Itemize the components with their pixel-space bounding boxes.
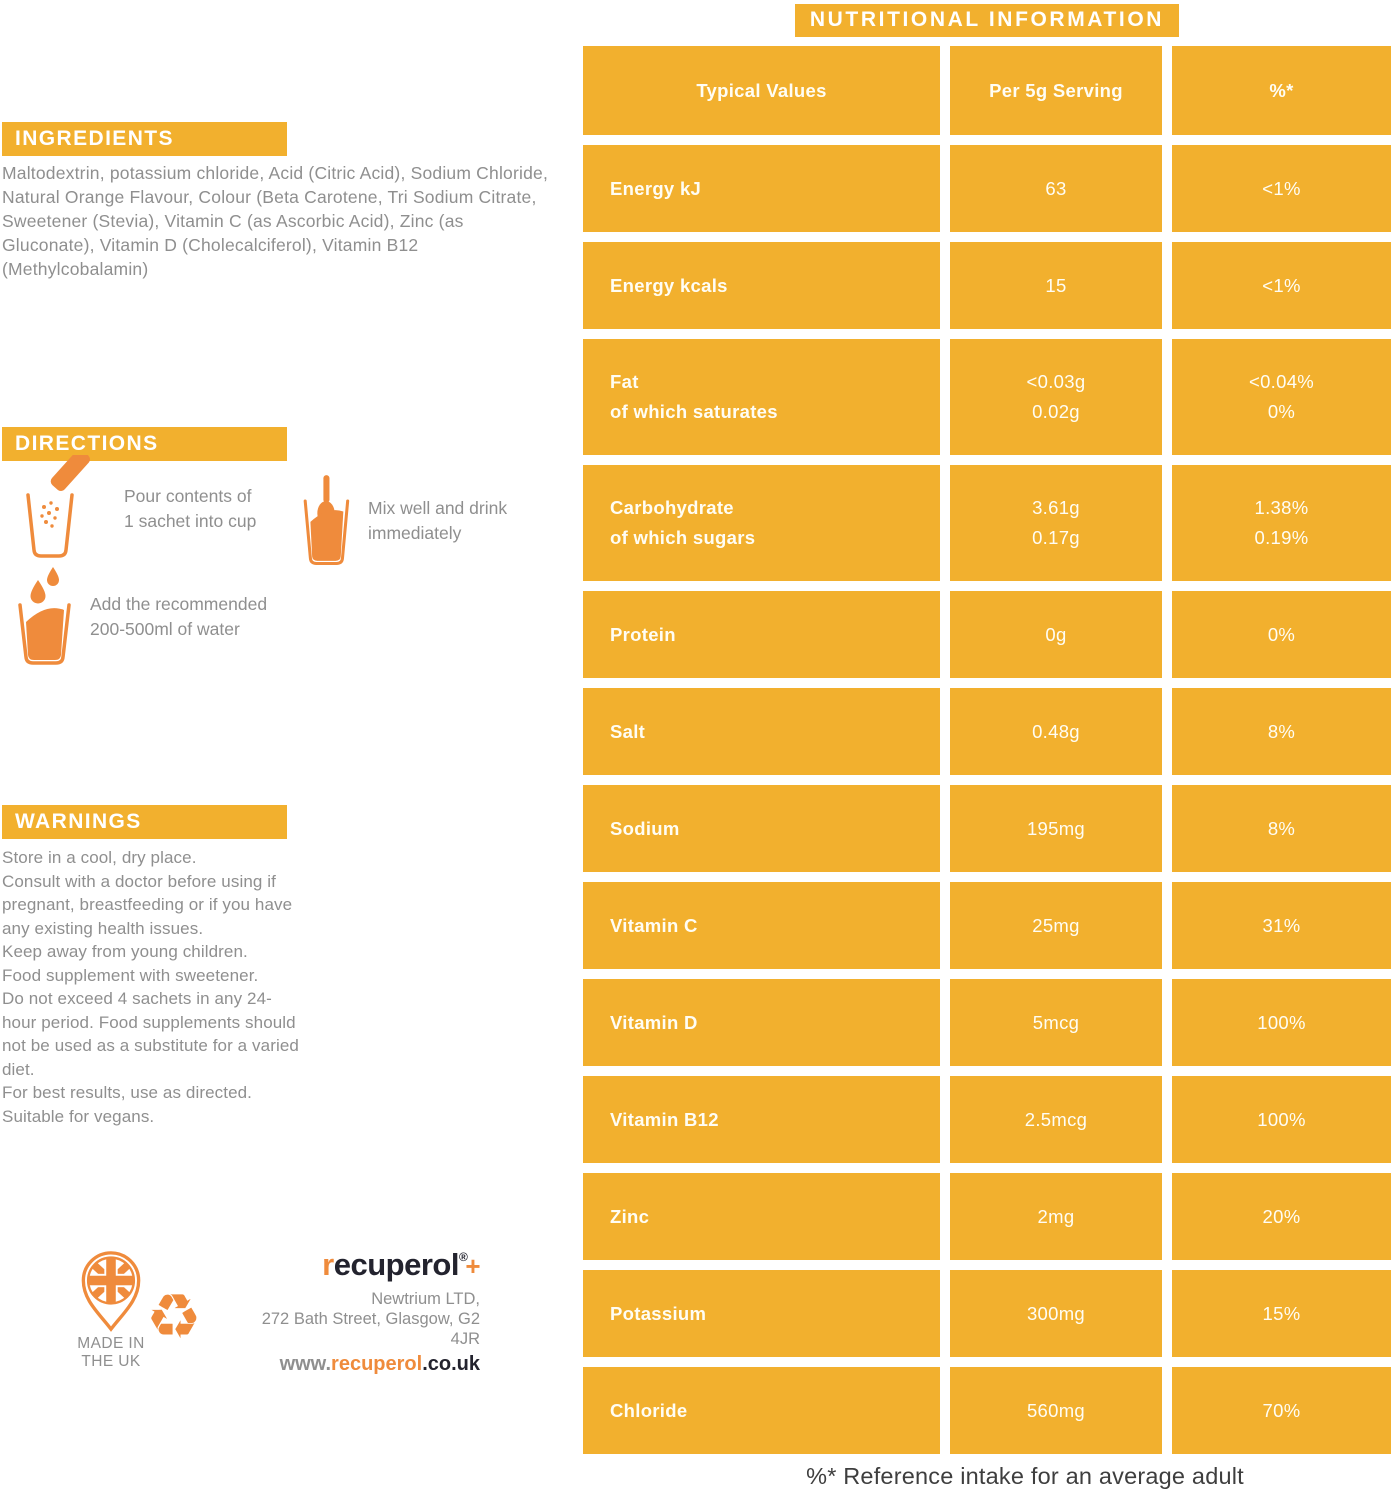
mix-drink-icon — [300, 475, 352, 567]
reference-intake-footnote: %* Reference intake for an average adult — [806, 1463, 1244, 1489]
warnings-section — [2, 805, 304, 1128]
warning-line: Store in a cool, dry place. — [2, 848, 197, 867]
table-row-serving-cell: 25mg — [950, 882, 1162, 969]
direction-step-text: Pour contents of 1 sachet into cup — [124, 486, 257, 531]
direction-step-mix — [300, 475, 530, 567]
table-row-serving-cell: 2mg — [950, 1173, 1162, 1260]
table-row-label-cell: Vitamin D — [583, 979, 940, 1066]
table-row-serving-cell: 2.5mcg — [950, 1076, 1162, 1163]
direction-step-text: Add the recommended 200-500ml of water — [90, 594, 268, 639]
nutrition-title: NUTRITIONAL INFORMATION — [795, 4, 1179, 37]
table-row-ri-cell: <1% — [1172, 145, 1391, 232]
table-row-label-cell: Sodium — [583, 785, 940, 872]
direction-step-text: Mix well and drink immediately — [368, 498, 508, 543]
table-row-serving-cell: 3.61g 0.17g — [950, 465, 1162, 581]
ingredients-text: Maltodextrin, potassium chloride, Acid (Citric Acid), Sodium Chloride, Natural Orange Flavour, Colour (Beta Carotene, Tri Sodium Citrate, Sweetener (Stevia), Vitamin C (as Ascorbic Acid), Zinc (as Gluconate), Vitamin D (Cholecalciferol), Vitamin B12 (Methylcobalamin) — [2, 163, 549, 279]
company-address: 272 Bath Street, Glasgow, G2 4JR — [261, 1310, 480, 1349]
table-row-serving-cell: 195mg — [950, 785, 1162, 872]
company-name: Newtrium LTD, — [371, 1290, 480, 1309]
table-row-label-cell: Energy kJ — [583, 145, 940, 232]
table-row-label-cell: Chloride — [583, 1367, 940, 1454]
add-water-icon — [16, 567, 74, 667]
uk-pin-icon — [72, 1250, 150, 1332]
made-in-label-line2: THE UK — [81, 1353, 141, 1370]
warning-line: For best results, use as directed. — [2, 1083, 253, 1102]
directions-heading: DIRECTIONS — [2, 427, 287, 461]
nutrition-table — [583, 46, 1391, 1454]
ingredients-section — [2, 122, 558, 281]
directions-section — [2, 427, 558, 657]
table-row-ri-cell: 15% — [1172, 1270, 1391, 1357]
table-row-ri-cell: 8% — [1172, 785, 1391, 872]
warnings-heading: WARNINGS — [2, 805, 287, 839]
recycle-icon: ♻ — [146, 1280, 202, 1353]
table-row-label-cell: Potassium — [583, 1270, 940, 1357]
table-row-ri-cell: <0.04% 0% — [1172, 339, 1391, 455]
website-url: www.recuperol.co.uk — [279, 1353, 480, 1376]
table-row-ri-cell: 1.38% 0.19% — [1172, 465, 1391, 581]
direction-step-pour — [16, 455, 266, 563]
table-row-ri-cell: 70% — [1172, 1367, 1391, 1454]
table-row-label-cell: Vitamin B12 — [583, 1076, 940, 1163]
column-header-ri-percent: %* — [1172, 46, 1391, 135]
table-row-ri-cell: 31% — [1172, 882, 1391, 969]
table-row-label-cell: Carbohydrate of which sugars — [583, 465, 940, 581]
warning-line: Consult with a doctor before using if pregnant, breastfeeding or if you have any existing health issues. — [2, 871, 293, 938]
table-row-serving-cell: 300mg — [950, 1270, 1162, 1357]
table-row-serving-cell: 63 — [950, 145, 1162, 232]
table-row-ri-cell: 0% — [1172, 591, 1391, 678]
table-row-label-cell: Vitamin C — [583, 882, 940, 969]
table-row-ri-cell: 100% — [1172, 979, 1391, 1066]
table-row-ri-cell: 20% — [1172, 1173, 1391, 1260]
table-row-ri-cell: <1% — [1172, 242, 1391, 329]
pour-sachet-icon — [16, 455, 108, 563]
table-row-serving-cell: 0g — [950, 591, 1162, 678]
warning-line: Keep away from young children. — [2, 942, 248, 961]
table-row-serving-cell: 560mg — [950, 1367, 1162, 1454]
table-row-label-cell: Salt — [583, 688, 940, 775]
table-row-label-cell: Zinc — [583, 1173, 940, 1260]
brand-logo: recuperol®+ — [322, 1247, 480, 1282]
nutrition-section — [583, 4, 1391, 1490]
table-row-serving-cell: 5mcg — [950, 979, 1162, 1066]
table-row-serving-cell: 15 — [950, 242, 1162, 329]
warnings-text — [2, 846, 304, 1128]
brand-block — [240, 1248, 480, 1376]
table-row-serving-cell: 0.48g — [950, 688, 1162, 775]
direction-step-water — [16, 567, 296, 667]
made-in-label-line1: MADE IN — [77, 1335, 145, 1352]
column-header-per-serving: Per 5g Serving — [950, 46, 1162, 135]
table-row-ri-cell: 8% — [1172, 688, 1391, 775]
table-row-serving-cell: <0.03g 0.02g — [950, 339, 1162, 455]
table-row-label-cell: Fat of which saturates — [583, 339, 940, 455]
table-row-label-cell: Energy kcals — [583, 242, 940, 329]
warning-line: Food supplement with sweetener. — [2, 965, 259, 985]
table-row-ri-cell: 100% — [1172, 1076, 1391, 1163]
table-row-label-cell: Protein — [583, 591, 940, 678]
warning-line: Do not exceed 4 sachets in any 24-hour period. Food supplements should not be used as a substitute for a varied diet. — [2, 989, 299, 1079]
column-header-typical-values: Typical Values — [583, 46, 940, 135]
made-in-uk-badge — [72, 1250, 150, 1371]
ingredients-heading: INGREDIENTS — [2, 122, 287, 156]
footer — [0, 1248, 500, 1398]
warning-line: Suitable for vegans. — [2, 1106, 155, 1126]
